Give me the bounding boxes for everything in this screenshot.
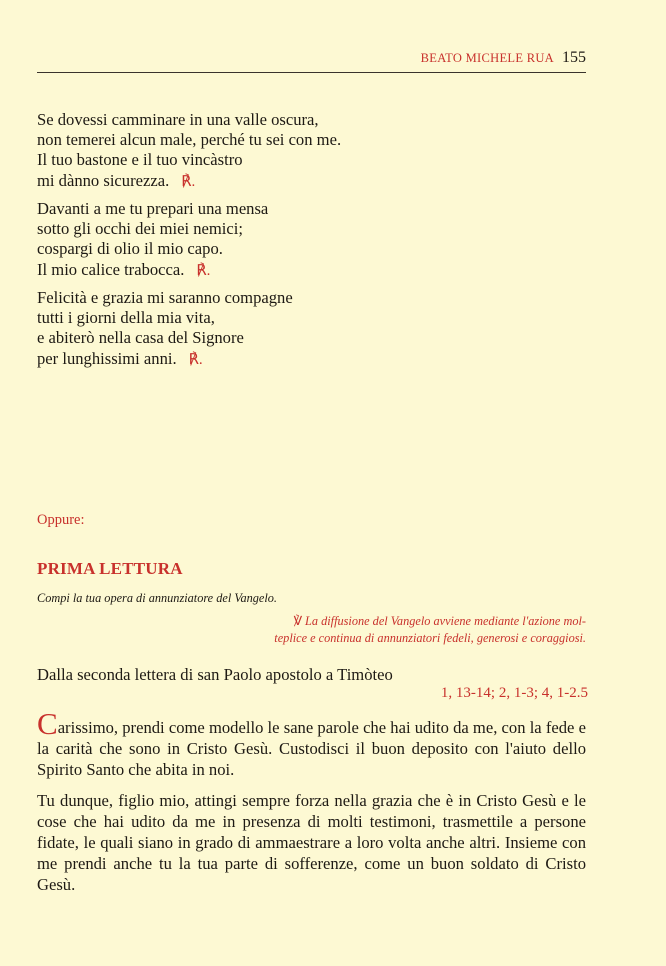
response-symbol: ℟. bbox=[181, 173, 196, 190]
psalm-line: mi dànno sicurezza. ℟. bbox=[37, 170, 196, 190]
psalm-line: cospargi di olio il mio capo. bbox=[37, 239, 223, 259]
psalm-line: non temerei alcun male, perché tu sei con me. bbox=[37, 130, 342, 150]
reading-subtitle: Compi la tua opera di annunziatore del Vangelo. bbox=[37, 591, 278, 605]
psalm-line: Se dovessi camminare in una valle oscura, bbox=[37, 110, 319, 129]
section-title: PRIMA LETTURA bbox=[37, 559, 183, 578]
reading-paragraph: Carissimo, prendi come modello le sane parole che hai udito da me, con la fede e la carità che sono in Cristo Gesù. Custodisci il buon deposito con l'aiuto dello Spirito Santo che abita in noi. bbox=[37, 706, 586, 779]
note-line: teplice e continua di annunziatori fedeli, generosi e coraggiosi. bbox=[274, 631, 586, 645]
psalm-line: tutti i giorni della mia vita, bbox=[37, 308, 215, 328]
alternative-label: Oppure: bbox=[37, 512, 85, 528]
response-symbol: ℟. bbox=[188, 351, 203, 368]
page-number: 155 bbox=[562, 49, 586, 66]
psalm-line: e abiterò nella casa del Signore bbox=[37, 328, 244, 348]
psalm-line: Il tuo bastone e il tuo vincàstro bbox=[37, 150, 243, 170]
psalm-stanza bbox=[37, 288, 293, 370]
versicle-icon: ℣ bbox=[293, 614, 303, 628]
psalm-line: sotto gli occhi dei miei nemici; bbox=[37, 219, 243, 239]
psalm-line: Felicità e grazia mi saranno compagne bbox=[37, 288, 293, 307]
scripture-reference: 1, 13-14; 2, 1-3; 4, 1-2.5 bbox=[440, 685, 588, 701]
reading-source: Dalla seconda lettera di san Paolo apostolo a Timòteo bbox=[37, 665, 393, 684]
psalm-stanza bbox=[37, 199, 268, 281]
psalm-line: Il mio calice trabocca. ℟. bbox=[37, 259, 211, 279]
psalm-line: Davanti a me tu prepari una mensa bbox=[37, 199, 269, 218]
drop-cap: C bbox=[37, 706, 58, 741]
psalm-stanza bbox=[37, 110, 341, 192]
reading-note bbox=[206, 613, 586, 647]
note-line: La diffusione del Vangelo avviene mediante l'azione mol- bbox=[305, 614, 586, 628]
header-rule bbox=[37, 72, 586, 73]
reading-paragraph: Tu dunque, figlio mio, attingi sempre forza nella grazia che è in Cristo Gesù e le cose che hai udito da me in presenza di molti testimoni, trasmettile a persone fidate, le quali siano in grado di ammaestrare a loro volta anche altri. Insieme con me prendi anche tu la tua parte di sofferenze, come un buon soldato di Cristo Gesù. bbox=[37, 791, 586, 894]
response-symbol: ℟. bbox=[196, 262, 211, 279]
psalm-line: per lunghissimi anni. ℟. bbox=[37, 348, 203, 368]
running-header bbox=[37, 49, 586, 67]
running-title: BEATO MICHELE RUA bbox=[420, 51, 554, 65]
